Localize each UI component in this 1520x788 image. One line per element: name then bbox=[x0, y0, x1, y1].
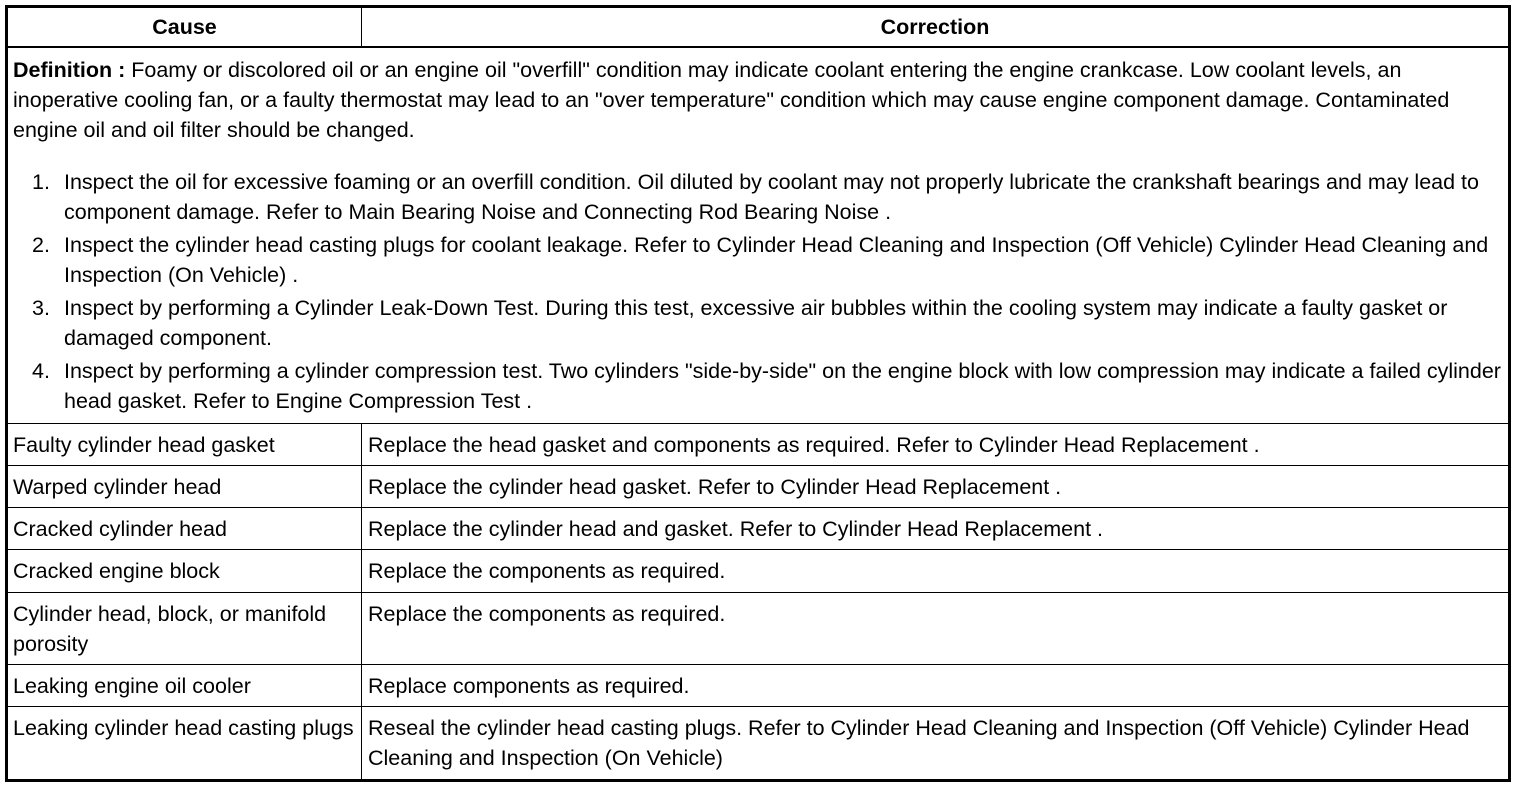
table-row bbox=[7, 508, 1510, 550]
correction-cell: Replace the head gasket and components as required. Refer to Cylinder Head Replacement . bbox=[362, 423, 1510, 465]
inspection-steps-list bbox=[13, 167, 1504, 416]
inspection-step bbox=[13, 230, 1504, 290]
definition-text: Foamy or discolored oil or an engine oil "overfill" condition may indicate coolant entering the engine crankcase. Low coolant levels, an inoperative cooling fan, or a faulty thermostat may lead to an "over temperature" condition which may cause engine component damage. Contaminated engine oil and oil filter should be changed. bbox=[13, 58, 1450, 142]
step-text: Inspect the cylinder head casting plugs for coolant leakage. Refer to Cylinder Head Cleaning and Inspection (Off Vehicle) Cylinder Head Cleaning and Inspection (On Vehicle) . bbox=[64, 233, 1489, 287]
inspection-step bbox=[13, 356, 1504, 416]
cause-cell: Cracked cylinder head bbox=[7, 508, 362, 550]
definition-row bbox=[7, 47, 1510, 423]
table-row bbox=[7, 592, 1510, 664]
step-text: Inspect the oil for excessive foaming or an overfill condition. Oil diluted by coolant may not properly lubricate the crankshaft bearings and may lead to component damage. Refer to Main Bearing Noise and Connecting Rod Bearing Noise . bbox=[64, 170, 1479, 224]
cause-cell: Leaking cylinder head casting plugs bbox=[7, 707, 362, 781]
correction-cell: Replace the components as required. bbox=[362, 592, 1510, 664]
step-text: Inspect by performing a cylinder compression test. Two cylinders "side-by-side" on the engine block with low compression may indicate a failed cylinder head gasket. Refer to Engine Compression Test . bbox=[64, 359, 1501, 413]
cause-cell: Faulty cylinder head gasket bbox=[7, 423, 362, 465]
diagnostic-table bbox=[5, 5, 1511, 782]
inspection-step bbox=[13, 293, 1504, 353]
correction-cell: Replace the cylinder head gasket. Refer to Cylinder Head Replacement . bbox=[362, 465, 1510, 507]
cause-cell: Leaking engine oil cooler bbox=[7, 665, 362, 707]
correction-cell: Replace the cylinder head and gasket. Refer to Cylinder Head Replacement . bbox=[362, 508, 1510, 550]
step-number: 1. bbox=[32, 170, 50, 194]
table-row bbox=[7, 665, 1510, 707]
cause-cell: Cracked engine block bbox=[7, 550, 362, 592]
correction-column-header: Correction bbox=[362, 7, 1510, 48]
definition-cell bbox=[7, 47, 1510, 423]
step-number: 2. bbox=[32, 233, 50, 257]
table-row bbox=[7, 465, 1510, 507]
table-row bbox=[7, 423, 1510, 465]
cause-cell: Cylinder head, block, or manifold porosity bbox=[7, 592, 362, 664]
cause-column-header: Cause bbox=[7, 7, 362, 48]
correction-cell: Replace the components as required. bbox=[362, 550, 1510, 592]
definition-paragraph bbox=[13, 55, 1504, 145]
step-number: 3. bbox=[32, 296, 50, 320]
definition-label: Definition : bbox=[13, 58, 126, 82]
step-number: 4. bbox=[32, 359, 50, 383]
correction-cell: Replace components as required. bbox=[362, 665, 1510, 707]
inspection-step bbox=[13, 167, 1504, 227]
correction-cell: Reseal the cylinder head casting plugs. Refer to Cylinder Head Cleaning and Inspection (Off Vehicle) Cylinder Head Cleaning and Inspection (On Vehicle) bbox=[362, 707, 1510, 781]
table-row bbox=[7, 707, 1510, 781]
step-text: Inspect by performing a Cylinder Leak-Down Test. During this test, excessive air bubbles within the cooling system may indicate a faulty gasket or damaged component. bbox=[64, 296, 1448, 350]
cause-cell: Warped cylinder head bbox=[7, 465, 362, 507]
table-row bbox=[7, 550, 1510, 592]
header-row bbox=[7, 7, 1510, 48]
